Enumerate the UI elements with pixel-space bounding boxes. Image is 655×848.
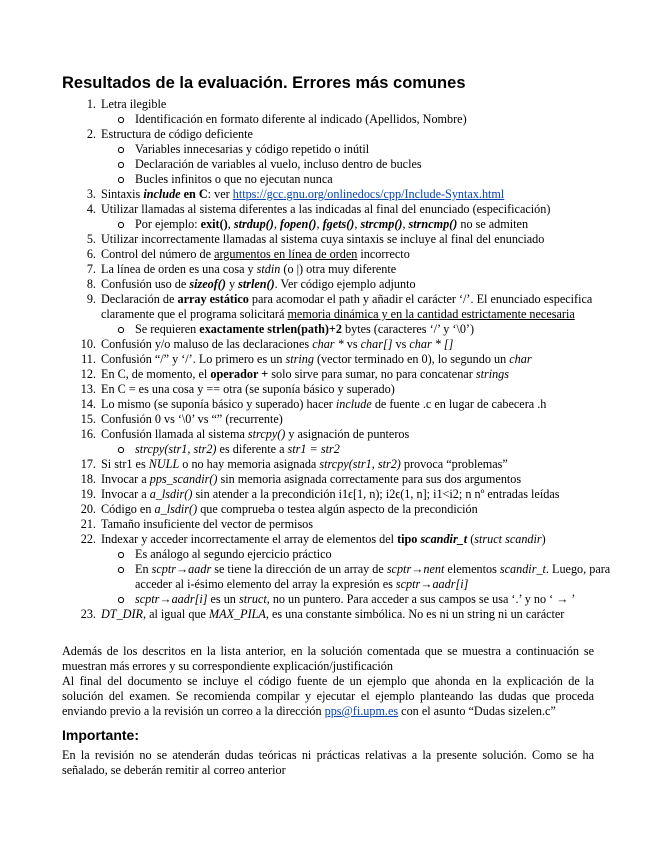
list-item: 12. En C, de momento, el operador + solo sirve para sumar, no para concatenar strings [99, 367, 622, 382]
list-item: 16. Confusión llamada al sistema strcpy() y asignación de punteros strcpy(str1, str2) es diferente a str1 = str2 [99, 427, 622, 457]
errors-list [62, 97, 622, 622]
list-item: 19. Invocar a a_lsdir() sin atender a la precondición i1ϵ[1, n); i2ϵ(1, n]; i1<i2; n nº entradas leídas [99, 487, 622, 502]
sub-list-item: Declaración de variables al vuelo, incluso dentro de bucles [117, 157, 622, 172]
sub-list [101, 442, 622, 457]
list-item: 8. Confusión uso de sizeof() y strlen(). Ver código ejemplo adjunto [99, 277, 622, 292]
list-item: 13. En C = es una cosa y == otra (se suponía básico y superado) [99, 382, 622, 397]
list-item: 10. Confusión y/o maluso de las declaraciones char * vs char[] vs char * [] [99, 337, 622, 352]
sub-list-item: Identificación en formato diferente al indicado (Apellidos, Nombre) [117, 112, 622, 127]
list-item: 6. Control del número de argumentos en línea de orden incorrecto [99, 247, 622, 262]
paragraph-example-code: Al final del documento se incluye el código fuente de un ejemplo que ahonda en la explicación de la solución del examen. Se recomienda compilar y ejecutar el ejemplo planteando las dudas que proceda enviando previo a la revisión un correo a la dirección pps@fi.upm.es con el asunto “Dudas sizelen.c” [62, 674, 594, 718]
list-item: 1. Letra ilegible Identificación en formato diferente al indicado (Apellidos, Nombre) [99, 97, 622, 127]
sub-list [101, 112, 622, 127]
sub-list [101, 322, 622, 337]
sub-list [101, 142, 622, 187]
sub-list-item: Variables innecesarias y código repetido o inútil [117, 142, 622, 157]
list-item: 11. Confusión “/” y ‘/’. Lo primero es un string (vector terminado en 0), lo segundo un char [99, 352, 622, 367]
list-item: 9. Declaración de array estático para acomodar el path y añadir el carácter ‘/’. El enunciado especifica claramente que el programa solicitará memoria dinámica y en la cantidad estrictamente necesaria Se requieren exactamente strlen(path)+2 bytes (caracteres ‘/’ y ‘\0’) [99, 292, 622, 337]
sub-list-item: strcpy(str1, str2) es diferente a str1 = str2 [117, 442, 622, 457]
list-item: 3. Sintaxis include en C: ver https://gcc.gnu.org/onlinedocs/cpp/Include-Syntax.html [99, 187, 622, 202]
list-item: 20. Código en a_lsdir() que comprueba o testea algún aspecto de la precondición [99, 502, 622, 517]
paragraph-more-errors: Además de los descritos en la lista anterior, en la solución comentada que se muestra a continuación se muestran más errores y su correspondiente explicación/justificación [62, 644, 594, 673]
sub-list-item: Bucles infinitos o que no ejecutan nunca [117, 172, 622, 187]
list-item: 17. Si str1 es NULL o no hay memoria asignada strcpy(str1, str2) provoca “problemas” [99, 457, 622, 472]
sub-list [101, 217, 622, 232]
list-item: 18. Invocar a pps_scandir() sin memoria asignada correctamente para sus dos argumentos [99, 472, 622, 487]
list-item: 22. Indexar y acceder incorrectamente el array de elementos del tipo scandir_t (struct scandir) Es análogo al segundo ejercicio práctico En scptr→aadr se tiene la dirección de un array de scptr→nent elementos scandir_t. Luego, para acceder al i-ésimo elemento del array la expresión es scptr→aadr[i] scptr→aadr[i] es un struct, no un puntero. Para acceder a sus campos se usa ‘.’ y no ‘ → ’ [99, 532, 622, 607]
gcc-include-syntax-link[interactable]: https://gcc.gnu.org/onlinedocs/cpp/Include-Syntax.html [232, 187, 505, 201]
list-item: 4. Utilizar llamadas al sistema diferentes a las indicadas al final del enunciado (especificación) Por ejemplo: exit(), strdup(), fopen(), fgets(), strcmp(), strncmp() no se admiten [99, 202, 622, 232]
page-title: Resultados de la evaluación. Errores más comunes [62, 74, 466, 92]
email-link[interactable]: pps@fi.upm.es [324, 704, 399, 718]
sub-list-item: Por ejemplo: exit(), strdup(), fopen(), fgets(), strcmp(), strncmp() no se admiten [117, 217, 622, 232]
list-item: 2. Estructura de código deficiente Variables innecesarias y código repetido o inútil Declaración de variables al vuelo, incluso dentro de bucles Bucles infinitos o que no ejecutan nunca [99, 127, 622, 187]
section-heading-important: Importante: [62, 727, 139, 743]
list-item: 7. La línea de orden es una cosa y stdin (o |) otra muy diferente [99, 262, 622, 277]
sub-list [101, 547, 622, 607]
list-item: 5. Utilizar incorrectamente llamadas al sistema cuya sintaxis se incluye al final del enunciado [99, 232, 622, 247]
sub-list-item: Se requieren exactamente strlen(path)+2 bytes (caracteres ‘/’ y ‘\0’) [117, 322, 622, 337]
sub-list-item: En scptr→aadr se tiene la dirección de un array de scptr→nent elementos scandir_t. Luego, para acceder al i-ésimo elemento del array la expresión es scptr→aadr[i] [117, 562, 622, 592]
list-item: 15. Confusión 0 vs ‘\0’ vs “” (recurrente) [99, 412, 622, 427]
sub-list-item: scptr→aadr[i] es un struct, no un puntero. Para acceder a sus campos se usa ‘.’ y no ‘ → ’ [117, 592, 622, 607]
paragraph-important: En la revisión no se atenderán dudas teóricas ni prácticas relativas a la presente solución. Como se ha señalado, se deberán remitir al correo anterior [62, 748, 594, 777]
sub-list-item: Es análogo al segundo ejercicio práctico [117, 547, 622, 562]
list-item: 21. Tamaño insuficiente del vector de permisos [99, 517, 622, 532]
list-item: 14. Lo mismo (se suponía básico y superado) hacer include de fuente .c en lugar de cabecera .h [99, 397, 622, 412]
list-item: 23. DT_DIR, al igual que MAX_PILA, es una constante simbólica. No es ni un string ni un carácter [99, 607, 622, 622]
